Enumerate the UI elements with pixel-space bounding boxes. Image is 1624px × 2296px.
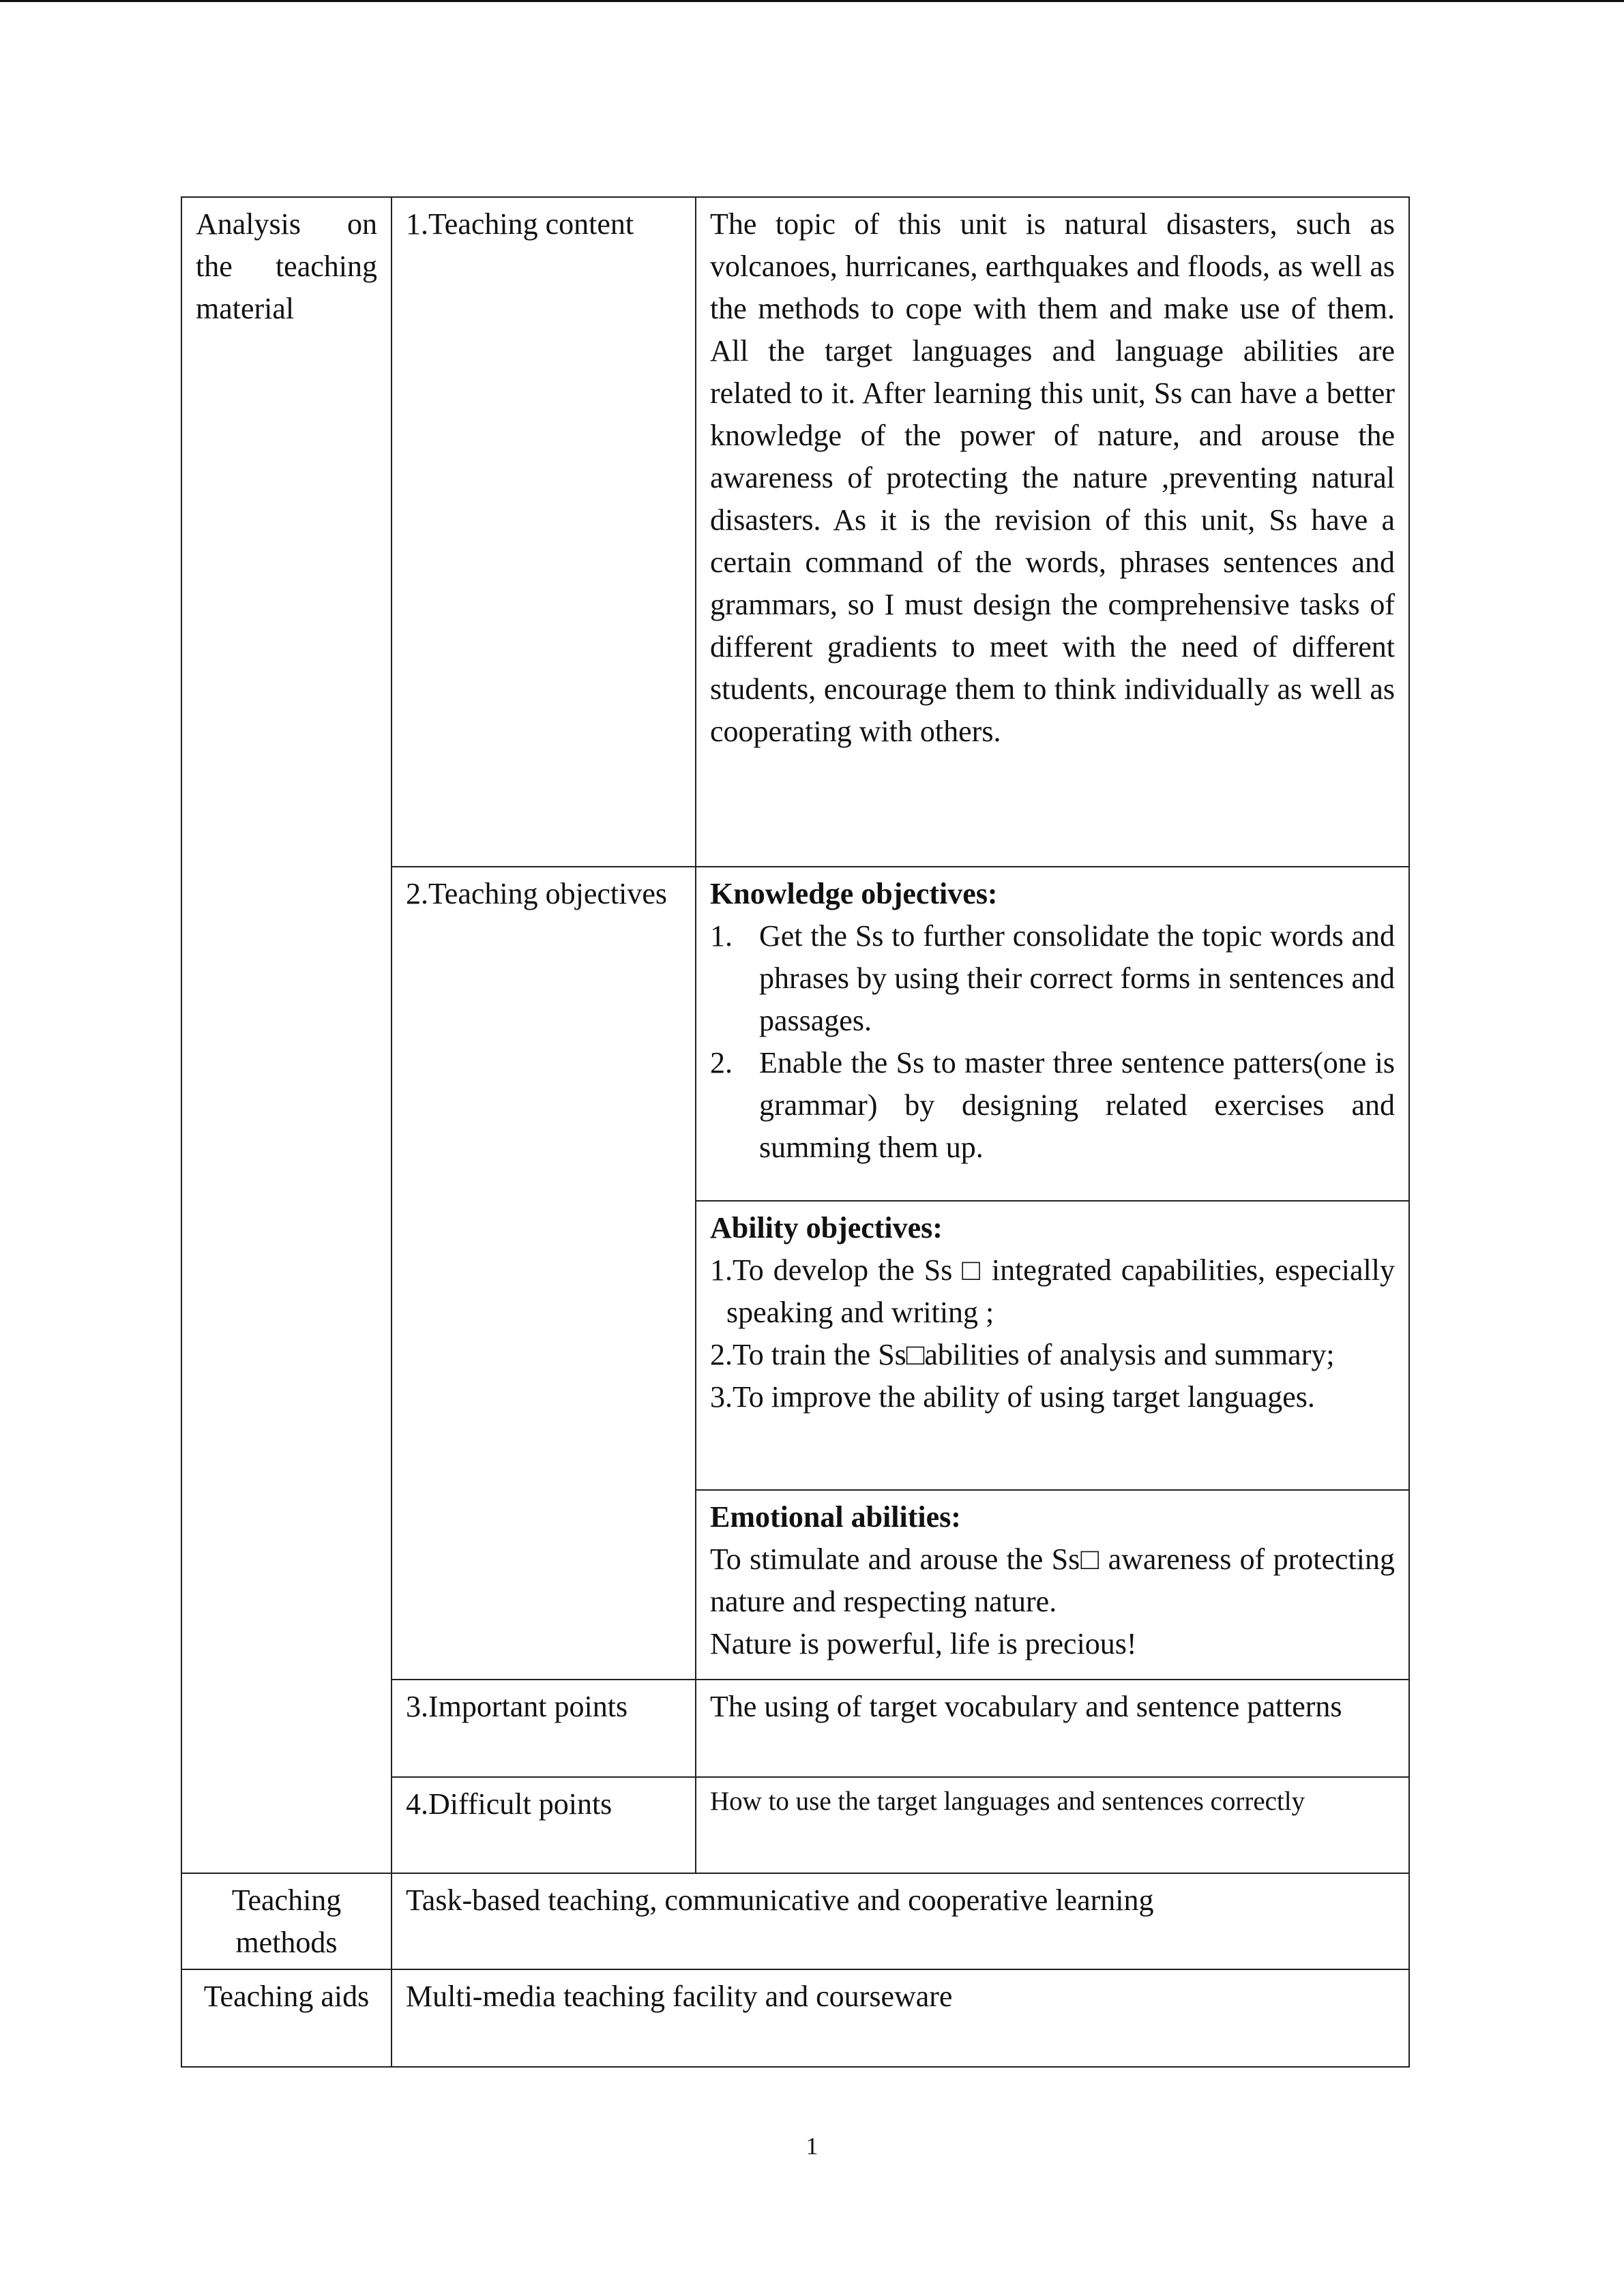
- difficult-points-label-cell: [392, 1777, 696, 1873]
- teaching-methods-text: Task-based teaching, communicative and cooperative learning: [406, 1883, 1154, 1917]
- ability-objectives-heading: Ability objectives:: [710, 1211, 943, 1244]
- list-item-number: 1.: [710, 919, 733, 953]
- knowledge-objectives-cell: [696, 867, 1409, 1201]
- teaching-aids-label-cell: [181, 1969, 392, 2067]
- important-points-text: The using of target vocabulary and sentence patterns: [710, 1690, 1342, 1723]
- list-item: [710, 1042, 1395, 1169]
- emotional-abilities-heading: Emotional abilities:: [710, 1500, 961, 1534]
- difficult-points-cell: [696, 1777, 1409, 1873]
- teaching-content-text: The topic of this unit is natural disasters, such as volcanoes, hurricanes, earthquakes and floods, as well as the methods to cope with them and make use of them. All the target languages and language abilities are related to it. After learning this unit, Ss can have a better knowledge of the power of nature, and arouse the awareness of protecting the nature ,preventing natural disasters. As it is the revision of this unit, Ss have a certain command of the words, phrases sentences and grammars, so I must design the comprehensive tasks of different gradients to meet with the need of different students, encourage them to think individually as well as cooperating with others.: [710, 207, 1395, 748]
- analysis-label: Analysis on the teaching material: [196, 207, 377, 325]
- teaching-content-cell: [696, 197, 1409, 867]
- knowledge-objectives-list: [710, 915, 1395, 1169]
- list-item-text: Get the Ss to further consolidate the topic words and phrases by using their correct forms in sentences and passages.: [759, 919, 1395, 1037]
- list-item-number: 2.: [710, 1046, 733, 1079]
- emotional-abilities-motto: Nature is powerful, life is precious!: [710, 1627, 1137, 1660]
- ability-objectives-cell: [696, 1201, 1409, 1490]
- teaching-aids-cell: [392, 1969, 1409, 2067]
- difficult-points-label: 4.Difficult points: [406, 1787, 612, 1821]
- table-row: [181, 1873, 1409, 1969]
- teaching-objectives-label-cell: [392, 867, 696, 1680]
- teaching-objectives-label: 2.Teaching objectives: [406, 877, 668, 910]
- emotional-abilities-cell: [696, 1490, 1409, 1680]
- teaching-methods-label: Teaching methods: [231, 1883, 342, 1959]
- page-number: 1: [806, 2132, 818, 2160]
- teaching-methods-cell: [392, 1873, 1409, 1969]
- teaching-content-label: 1.Teaching content: [406, 207, 634, 241]
- list-item-text: Enable the Ss to master three sentence patters(one is grammar) by designing related exercises and summing them up.: [759, 1046, 1395, 1164]
- top-border-line: [0, 0, 1624, 2]
- important-points-cell: [696, 1680, 1409, 1777]
- ability-objective-item: 1.To develop the Ss □ integrated capabilities, especially speaking and writing ;: [710, 1253, 1395, 1329]
- teaching-content-label-cell: [392, 197, 696, 867]
- teaching-aids-label: Teaching aids: [203, 1980, 370, 2013]
- teaching-aids-text: Multi-media teaching facility and courseware: [406, 1980, 953, 2013]
- important-points-label-cell: [392, 1680, 696, 1777]
- emotional-abilities-text: To stimulate and arouse the Ss□ awareness of protecting nature and respecting nature.: [710, 1542, 1395, 1618]
- difficult-points-text: How to use the target languages and sentences correctly: [710, 1787, 1305, 1816]
- ability-objective-item: 3.To improve the ability of using target languages.: [710, 1380, 1315, 1414]
- knowledge-objectives-heading: Knowledge objectives:: [710, 877, 998, 910]
- teaching-methods-label-cell: [181, 1873, 392, 1969]
- ability-objective-item: 2.To train the Ss□abilities of analysis and summary;: [710, 1338, 1335, 1371]
- lesson-plan-table: [181, 196, 1410, 2068]
- important-points-label: 3.Important points: [406, 1690, 628, 1723]
- table-row: [181, 197, 1409, 867]
- list-item: [710, 915, 1395, 1042]
- table-row: [181, 1969, 1409, 2067]
- analysis-label-cell: [181, 197, 392, 1873]
